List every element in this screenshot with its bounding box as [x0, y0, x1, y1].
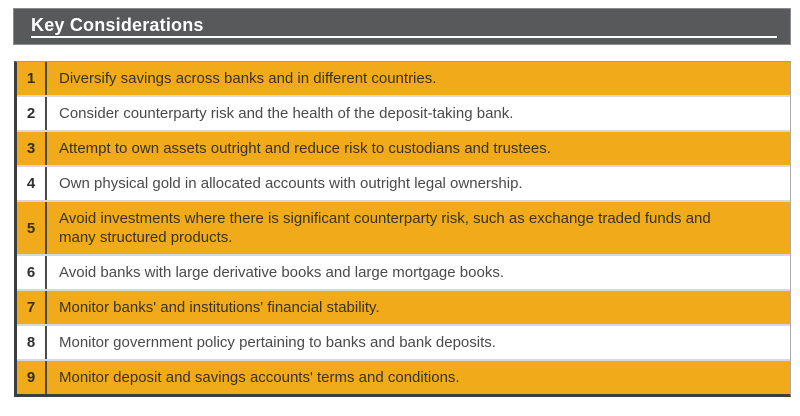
table-row [17, 202, 790, 254]
row-number: 9 [17, 361, 47, 394]
row-text: Monitor deposit and savings accounts' terms and conditions. [59, 369, 460, 386]
table-row [17, 132, 790, 165]
table-row [17, 361, 790, 394]
considerations-table [14, 61, 791, 397]
table-row [17, 291, 790, 324]
row-text: Monitor banks' and institutions' financial stability. [59, 299, 380, 316]
section-header-bar [13, 8, 791, 45]
row-text: Own physical gold in allocated accounts with outright legal ownership. [59, 175, 523, 192]
row-text-cell [47, 167, 790, 200]
row-number: 4 [17, 167, 47, 200]
row-number: 6 [17, 256, 47, 289]
row-number: 2 [17, 97, 47, 130]
row-text-cell [47, 202, 790, 254]
row-text-cell [47, 132, 790, 165]
table-row [17, 62, 790, 95]
row-number: 5 [17, 202, 47, 254]
row-text: Monitor government policy pertaining to banks and bank deposits. [59, 334, 496, 351]
table-row [17, 326, 790, 359]
row-text: Avoid banks with large derivative books and large mortgage books. [59, 264, 504, 281]
row-text-cell [47, 97, 790, 130]
table-row [17, 256, 790, 289]
row-text: Consider counterparty risk and the health of the deposit-taking bank. [59, 105, 514, 122]
row-number: 1 [17, 62, 47, 95]
title-underline [31, 36, 777, 38]
row-text-cell [47, 326, 790, 359]
row-text-cell [47, 361, 790, 394]
table-row [17, 97, 790, 130]
row-text: Diversify savings across banks and in different countries. [59, 70, 437, 87]
table-row [17, 167, 790, 200]
row-text: Avoid investments where there is significant counterparty risk, such as exchange traded funds and many structured products. [59, 210, 711, 246]
row-number: 8 [17, 326, 47, 359]
row-text-cell [47, 62, 790, 95]
row-text-cell [47, 256, 790, 289]
row-text-cell [47, 291, 790, 324]
row-number: 7 [17, 291, 47, 324]
row-number: 3 [17, 132, 47, 165]
page-title: Key Considerations [31, 15, 204, 35]
row-text: Attempt to own assets outright and reduce risk to custodians and trustees. [59, 140, 551, 157]
